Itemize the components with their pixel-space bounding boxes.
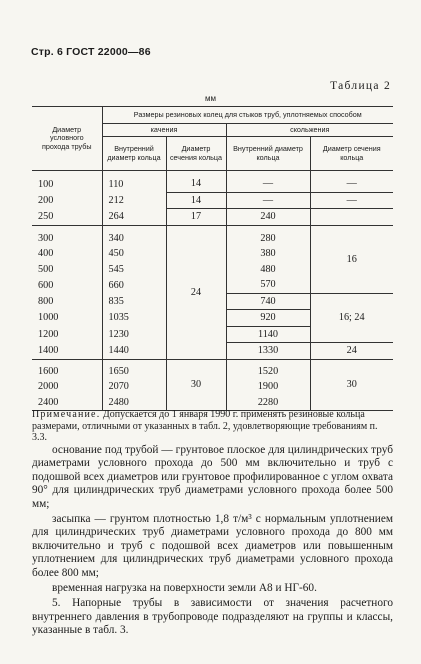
- paragraph-load: временная нагрузка на поверхности земли А8 и НГ-60.: [52, 582, 317, 595]
- sliding-section-cell: 16: [310, 225, 393, 293]
- sliding-inner-cell: —: [226, 171, 310, 193]
- table-note: [32, 409, 393, 444]
- rolling-inner-cell: 1440: [102, 343, 166, 360]
- rolling-inner-cell: 1035: [102, 310, 166, 327]
- diameter-cell: 1400: [32, 343, 102, 360]
- sliding-inner-cell: 280: [226, 225, 310, 246]
- diameter-cell: 600: [32, 277, 102, 293]
- paragraph-pressure-pipes: 5. Напорные трубы в зависимости от значения расчетного внутреннего давления в трубопроводе подразделяют на группы и классы, указанные в табл. 3.: [32, 597, 393, 637]
- rolling-inner-cell: 212: [102, 192, 166, 209]
- diameter-cell: 300: [32, 225, 102, 246]
- rolling-inner-cell: 660: [102, 277, 166, 293]
- header-ring-sizes: Размеры резиновых колец для стыков труб, уплотняемых способом: [102, 107, 393, 124]
- header-rolling-inner: Внутренний диаметр кольца: [102, 137, 166, 171]
- rolling-inner-cell: 450: [102, 246, 166, 262]
- header-diameter: Диаметр условного прохода трубы: [32, 107, 102, 171]
- paragraph-backfill: засыпка — грунтом плотностью 1,8 т/м³ с нормальным уплотнением для цилиндрических труб диаметрами условного прохода до 800 мм включительно и труб с подошвой всех диаметров или повышенным уплотнением для цилиндрических труб диаметрами условного прохода более 800 мм;: [32, 513, 393, 579]
- table-row: [32, 209, 393, 226]
- rolling-section-cell: 14: [166, 192, 226, 209]
- diameter-cell: 1600: [32, 359, 102, 379]
- ring-dimensions-table: [32, 106, 393, 411]
- table-row: [32, 225, 393, 246]
- paragraph-base: основание под трубой — грунтовое плоское для цилиндрических труб диаметрами условного прохода до 500 мм включительно и труб с подошвой всех диаметров или грунтовое профилированное с углом охвата 90° для цилиндрических труб диаметрами условного прохода более 500 мм;: [32, 444, 393, 510]
- rolling-inner-cell: 264: [102, 209, 166, 226]
- rolling-section-cell: 30: [166, 359, 226, 411]
- sliding-inner-cell: 740: [226, 293, 310, 310]
- header-rolling: качения: [102, 123, 226, 137]
- rolling-inner-cell: 110: [102, 171, 166, 193]
- header-sliding: скольжения: [226, 123, 393, 137]
- table-unit: мм: [205, 94, 216, 103]
- sliding-inner-cell: 570: [226, 277, 310, 293]
- sliding-inner-cell: 480: [226, 262, 310, 278]
- sliding-inner-cell: —: [226, 192, 310, 209]
- table-row: [32, 171, 393, 193]
- rolling-inner-cell: 1230: [102, 326, 166, 343]
- table-row: [32, 192, 393, 209]
- diameter-cell: 800: [32, 293, 102, 310]
- diameter-cell: 100: [32, 171, 102, 193]
- diameter-cell: 1200: [32, 326, 102, 343]
- sliding-section-cell: —: [310, 192, 393, 209]
- note-text: Допускается до 1 января 1990 г. применять резиновые кольца размерами, отличными от указанных в табл. 2, удовлетворяющие требованиям п. 3.3.: [32, 409, 378, 443]
- sliding-inner-cell: 240: [226, 209, 310, 226]
- rolling-inner-cell: 2480: [102, 395, 166, 411]
- sliding-section-cell: 24: [310, 343, 393, 360]
- rolling-section-cell: 17: [166, 209, 226, 226]
- diameter-cell: 250: [32, 209, 102, 226]
- diameter-cell: 400: [32, 246, 102, 262]
- sliding-inner-cell: 1140: [226, 326, 310, 343]
- sliding-section-cell: 30: [310, 359, 393, 411]
- rolling-inner-cell: 2070: [102, 379, 166, 395]
- diameter-cell: 1000: [32, 310, 102, 327]
- sliding-inner-cell: 1330: [226, 343, 310, 360]
- sliding-section-cell: 16; 24: [310, 293, 393, 343]
- note-prefix: Примечание.: [32, 409, 101, 420]
- diameter-cell: 2000: [32, 379, 102, 395]
- rolling-inner-cell: 835: [102, 293, 166, 310]
- sliding-inner-cell: 380: [226, 246, 310, 262]
- sliding-inner-cell: 1520: [226, 359, 310, 379]
- sliding-inner-cell: 2280: [226, 395, 310, 411]
- rolling-inner-cell: 545: [102, 262, 166, 278]
- diameter-cell: 2400: [32, 395, 102, 411]
- body-text: [32, 444, 393, 640]
- table-caption: Таблица 2: [330, 80, 391, 92]
- sliding-inner-cell: 920: [226, 310, 310, 327]
- rolling-section-cell: 24: [166, 225, 226, 359]
- diameter-cell: 200: [32, 192, 102, 209]
- diameter-cell: 500: [32, 262, 102, 278]
- header-sliding-section: Диаметр сечения кольца: [310, 137, 393, 171]
- page-header: Стр. 6 ГОСТ 22000—86: [31, 46, 151, 58]
- table-row: [32, 359, 393, 379]
- rolling-inner-cell: 340: [102, 225, 166, 246]
- sliding-section-cell: —: [310, 171, 393, 193]
- sliding-inner-cell: 1900: [226, 379, 310, 395]
- header-sliding-inner: Внутренний диаметр кольца: [226, 137, 310, 171]
- rolling-section-cell: 14: [166, 171, 226, 193]
- rolling-inner-cell: 1650: [102, 359, 166, 379]
- sliding-section-cell: [310, 209, 393, 226]
- header-rolling-section: Диаметр сечения кольца: [166, 137, 226, 171]
